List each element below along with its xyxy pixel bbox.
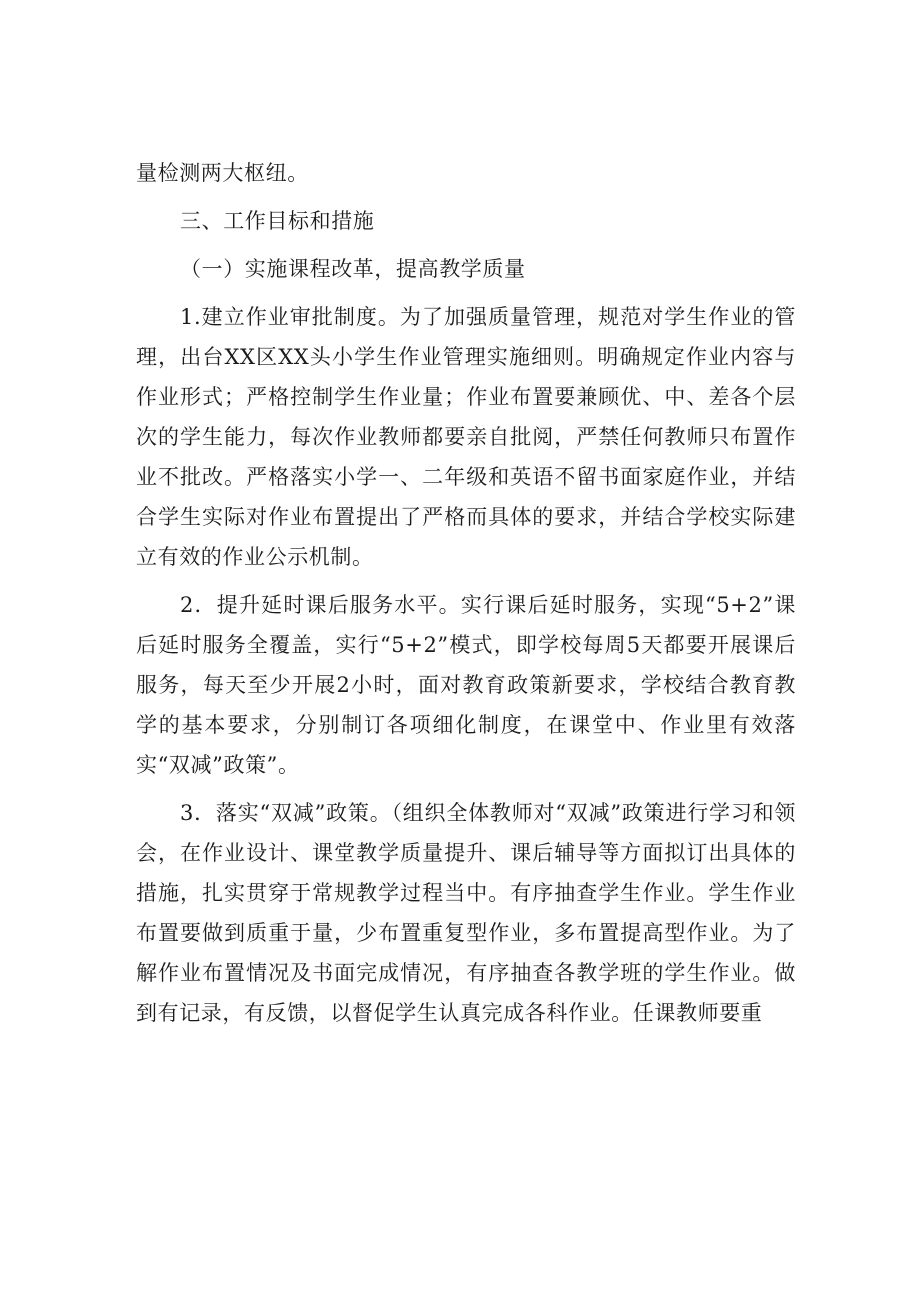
document-body: [136, 153, 796, 1041]
paragraph-continuation: 量检测两大枢纽。: [136, 161, 309, 185]
paragraph-item-2: 2．提升延时课后服务水平。实行课后延时服务，实现“5+2”课后延时服务全覆盖，实行“5+2”模式，即学校每周5天都要开展课后服务，每天至少开展2小时，面对教育政策新要求，学校结合教育教学的基本要求，分别制订各项细化制度，在课堂中、作业里有效落实“双减”政策”。: [136, 593, 796, 777]
paragraph-item-3: 3．落实“双减”政策。（组织全体教师对“双减”政策进行学习和领会，在作业设计、课堂教学质量提升、课后辅导等方面拟订出具体的措施，扎实贯穿于常规教学过程当中。有序抽查学生作业。学生作业布置要做到质重于量，少布置重复型作业，多布置提高型作业。为了解作业布置情况及书面完成情况，有序抽查各教学班的学生作业。做到有记录，有反馈，以督促学生认真完成各科作业。任课教师要重: [136, 801, 796, 1025]
section-heading: 三、工作目标和措施: [180, 209, 375, 233]
subsection-heading: （一）实施课程改革，提高教学质量: [180, 257, 526, 281]
paragraph-item-1: 1.建立作业审批制度。为了加强质量管理，规范对学生作业的管理，出台XX区XX头小学生作业管理实施细则。明确规定作业内容与作业形式；严格控制学生作业量；作业布置要兼顾优、中、差各个层次的学生能力，每次作业教师都要亲自批阅，严禁任何教师只布置作业不批改。严格落实小学一、二年级和英语不留书面家庭作业，并结合学生实际对作业布置提出了严格而具体的要求，并结合学校实际建立有效的作业公示机制。: [136, 305, 796, 569]
